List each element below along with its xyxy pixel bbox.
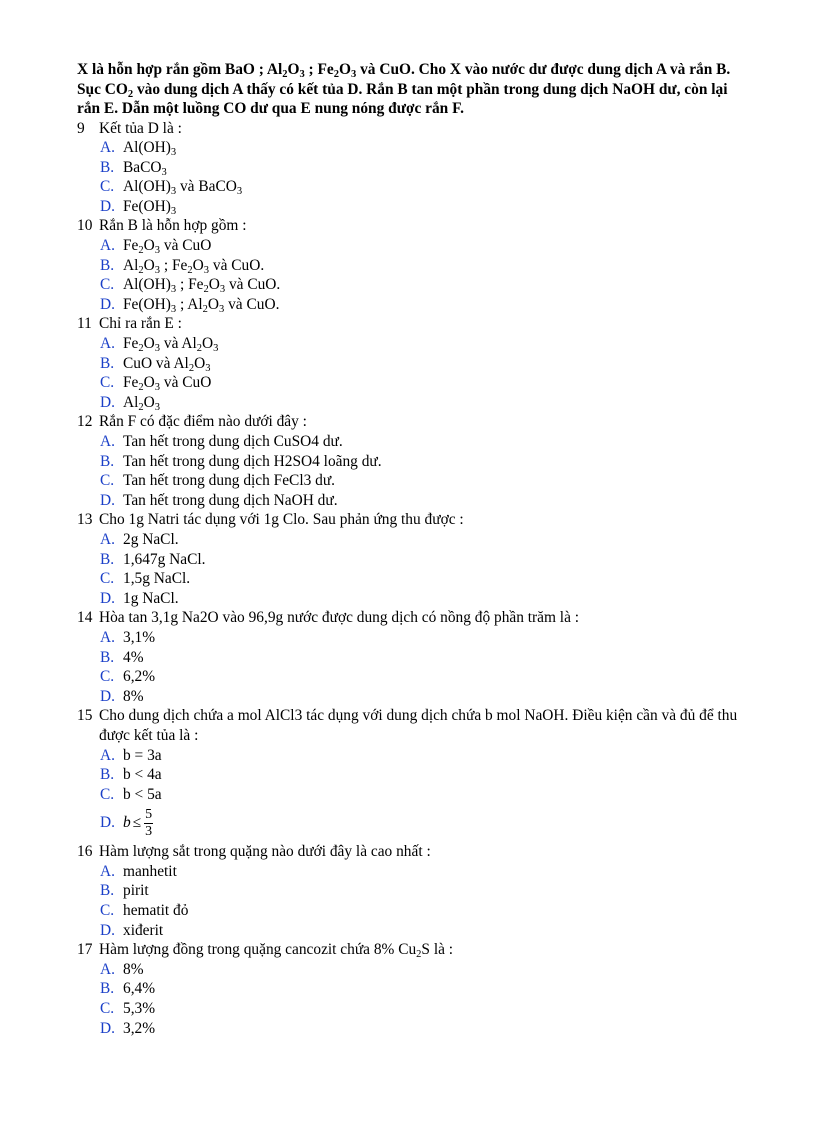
option-17b[interactable]: B. 6,4%	[100, 980, 156, 998]
option-12c[interactable]: C. Tan hết trong dung dịch FeCl3 dư.	[100, 472, 336, 490]
option-11a[interactable]: A. $Fe_2O_3$ và $Al_2O_3$	[100, 335, 219, 355]
question-17: 17 Hàm lượng đồng trong quặng cancozit chứa 8% $Cu_2S$ là :	[77, 941, 454, 961]
question-10: 10 Rắn B là hỗn hợp gồm :	[77, 217, 247, 235]
option-15d[interactable]: D. b ≤ $\frac{5}{3}$	[100, 806, 153, 839]
option-14d[interactable]: D. 8%	[100, 687, 144, 705]
question-13: 13 Cho 1g Natri tác dụng với 1g Clo. Sau phản ứng thu được :	[77, 511, 464, 529]
option-16c[interactable]: C. hematit đỏ	[100, 902, 189, 920]
option-13a[interactable]: A. 2g NaCl.	[100, 530, 179, 548]
exam-page	[77, 60, 743, 1038]
option-17c[interactable]: C. 5,3%	[100, 1000, 156, 1018]
question-11: 11 Chỉ ra rắn E :	[77, 315, 182, 333]
option-10d[interactable]: D. $Fe(OH)_3$ ; $Al_2O_3$ và CuO.	[100, 295, 280, 315]
option-11b[interactable]: B. CuO và $Al_2O_3$	[100, 354, 211, 374]
question-14: 14 Hòa tan 3,1g Na2O vào 96,9g nước được dung dịch có nồng độ phần trăm là :	[77, 609, 580, 627]
option-16a[interactable]: A. manhetit	[100, 862, 177, 880]
option-13b[interactable]: B. 1,647g NaCl.	[100, 550, 206, 568]
option-14c[interactable]: C. 6,2%	[100, 668, 156, 686]
option-9a[interactable]: A. $Al(OH)_3$	[100, 139, 177, 159]
option-17a[interactable]: A. 8%	[100, 960, 144, 978]
option-11c[interactable]: C. $Fe_2O_3$ và CuO	[100, 374, 212, 394]
option-10a[interactable]: A. $Fe_2O_3$ và CuO	[100, 237, 212, 257]
question-9: 9 Kết tủa D là :	[77, 119, 182, 137]
option-16b[interactable]: B. pirit	[100, 882, 149, 900]
option-13c[interactable]: C. 1,5g NaCl.	[100, 570, 191, 588]
option-12b[interactable]: B. Tan hết trong dung dịch H2SO4 loãng dư.	[100, 452, 382, 470]
option-9b[interactable]: B. BaCO$_3$	[100, 158, 167, 178]
question-16: 16 Hàm lượng sắt trong quặng nào dưới đây là cao nhất :	[77, 843, 431, 861]
option-15a[interactable]: A. b = 3a	[100, 746, 162, 764]
fraction: $\frac{5}{3}$	[145, 806, 153, 839]
option-17d[interactable]: D. 3,2%	[100, 1019, 156, 1037]
option-9c[interactable]: C. $Al(OH)_3$ và BaCO$_3$	[100, 178, 243, 198]
fraction-expression: b ≤ $\frac{5}{3}$	[123, 806, 153, 839]
option-14b[interactable]: B. 4%	[100, 648, 144, 666]
option-13d[interactable]: D. 1g NaCl.	[100, 589, 179, 607]
intro-paragraph: X là hỗn hợp rắn gồm BaO ; $Al_2O_3$ ; $Fe_2O_3$ và CuO. Cho X vào nước dư được dung dịch A và rắn B. Sục $CO_2$ vào dung dịch A thấy có kết tủa D. Rắn B tan một phần trong dung dịch NaOH dư, còn lại rắn E. Dẫn một luồng CO dư qua E nung nóng được rắn F.	[77, 61, 731, 117]
question-12: 12 Rắn F có đặc điểm nào dưới đây :	[77, 413, 307, 431]
option-11d[interactable]: D. $Al_2O_3$	[100, 393, 161, 413]
option-10b[interactable]: B. $Al_2O_3$ ; $Fe_2O_3$ và CuO.	[100, 256, 265, 276]
option-16d[interactable]: D. xiđerit	[100, 921, 164, 939]
option-15c[interactable]: C. b < 5a	[100, 785, 162, 803]
option-12a[interactable]: A. Tan hết trong dung dịch CuSO4 dư.	[100, 433, 343, 450]
question-15: 15 Cho dung dịch chứa a mol AlCl3 tác dụng với dung dịch chứa b mol NaOH. Điều kiện cần và đủ để thu được kết tủa là :	[77, 707, 738, 744]
option-15b[interactable]: B. b < 4a	[100, 766, 162, 784]
option-10c[interactable]: C. $Al(OH)_3$ ; $Fe_2O_3$ và CuO.	[100, 276, 281, 296]
option-12d[interactable]: D. Tan hết trong dung dịch NaOH dư.	[100, 491, 338, 509]
option-14a[interactable]: A. 3,1%	[100, 628, 156, 646]
option-9d[interactable]: D. $Fe(OH)_3$	[100, 197, 177, 217]
